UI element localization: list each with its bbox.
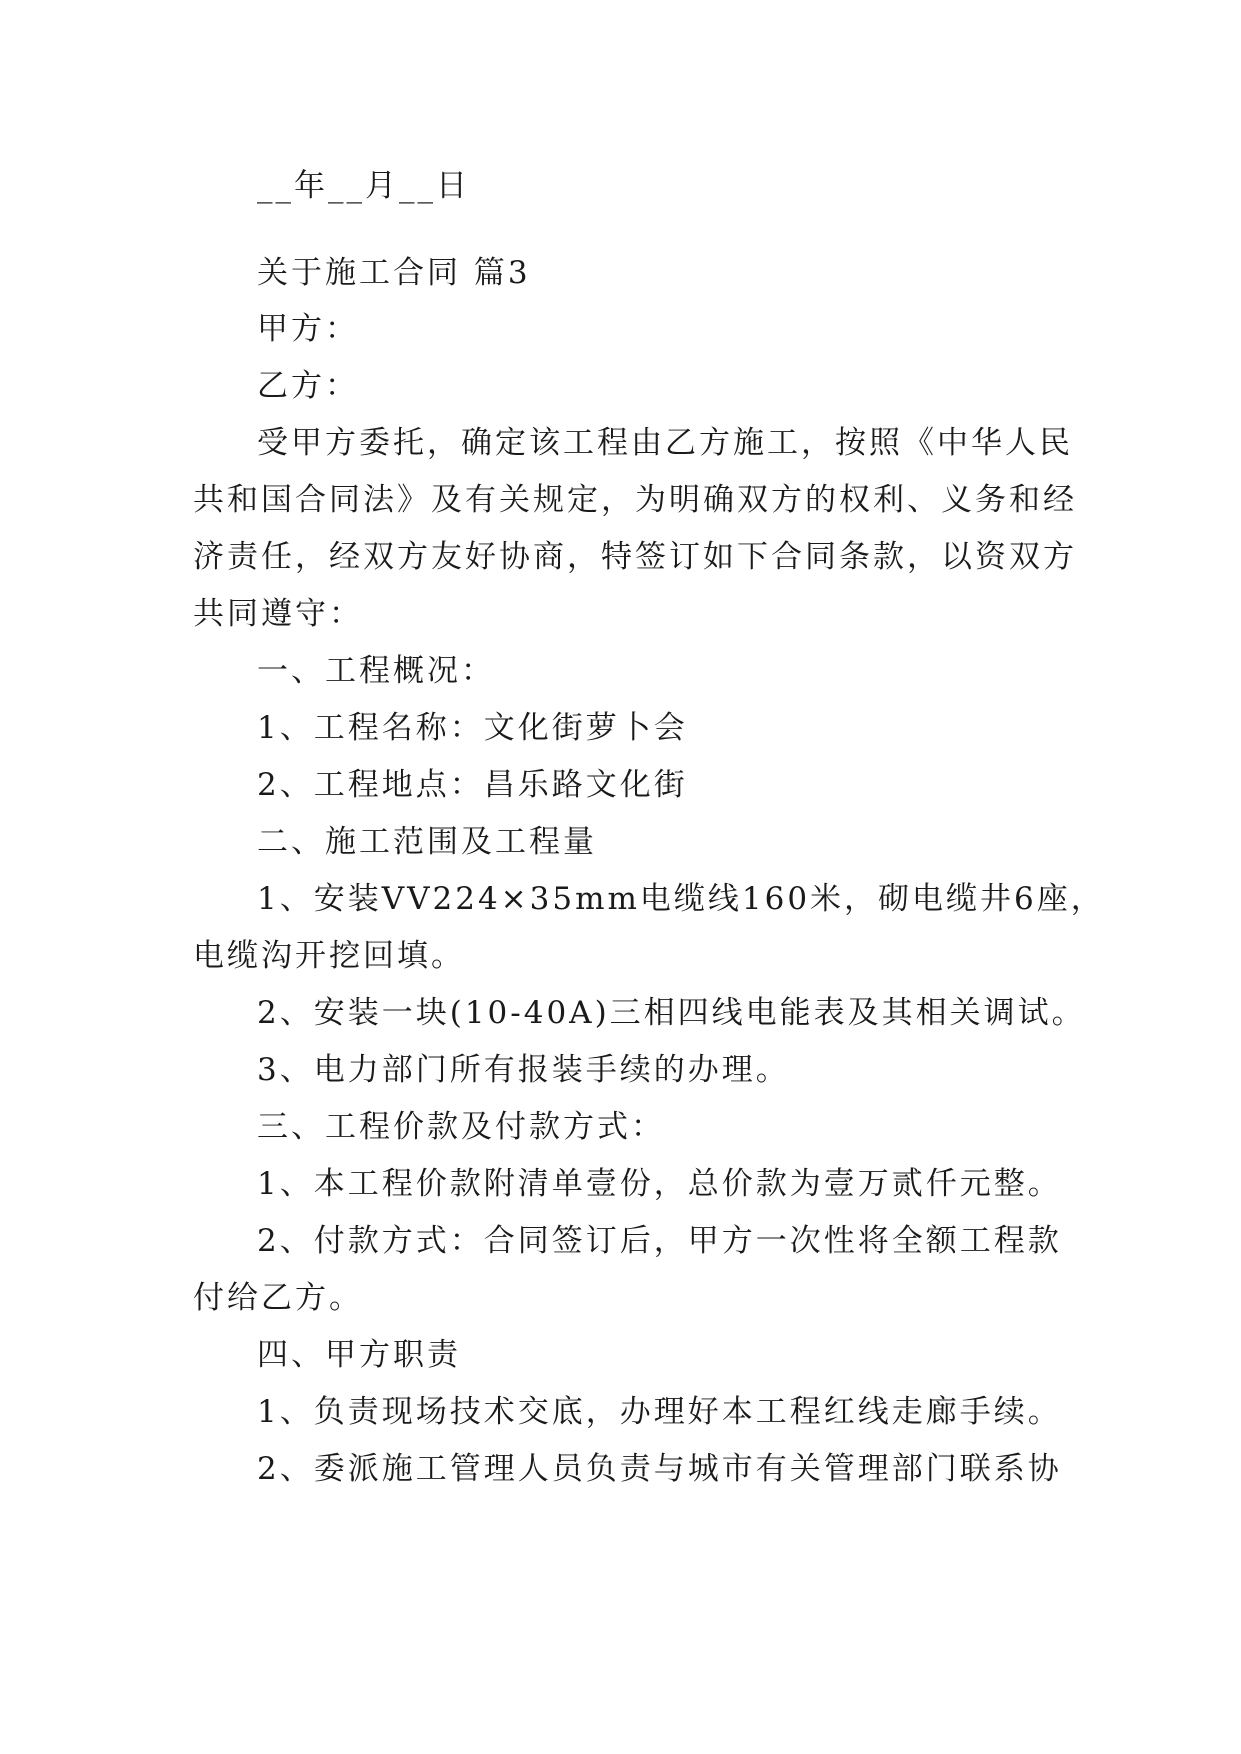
section-2-item-1-cont: 电缆沟开挖回填。 [193,938,465,974]
section-2-heading: 二、施工范围及工程量 [257,824,597,860]
section-4-item-1: 1、负责现场技术交底，办理好本工程红线走廊手续。 [257,1394,1062,1430]
section-2-item-2: 2、安装一块(10-40A)三相四线电能表及其相关调试。 [257,995,1086,1031]
contract-title: 关于施工合同 篇3 [257,255,531,291]
section-3-item-2: 2、付款方式：合同签订后，甲方一次性将全额工程款 [257,1223,1062,1259]
party-a-line: 甲方： [257,311,359,347]
section-2-item-1: 1、安装VV224×35mm电缆线160米，砌电缆井6座， [257,881,1105,917]
section-4-heading: 四、甲方职责 [257,1337,461,1373]
preamble-line-1: 受甲方委托，确定该工程由乙方施工，按照《中华人民 [257,425,1073,461]
section-1-heading: 一、工程概况： [257,653,495,689]
section-3-item-1: 1、本工程价款附清单壹份，总价款为壹万贰仟元整。 [257,1166,1062,1202]
section-1-item-2: 2、工程地点：昌乐路文化街 [257,767,688,803]
preamble-line-4: 共同遵守： [193,596,363,632]
party-b-line: 乙方： [257,368,359,404]
section-3-heading: 三、工程价款及付款方式： [257,1109,665,1145]
preamble-line-3: 济责任，经双方友好协商，特签订如下合同条款，以资双方 [193,539,1077,575]
section-4-item-2: 2、委派施工管理人员负责与城市有关管理部门联系协 [257,1451,1062,1487]
section-1-item-1: 1、工程名称：文化街萝卜会 [257,710,688,746]
section-2-item-3: 3、电力部门所有报装手续的办理。 [257,1052,790,1088]
section-3-item-2-cont: 付给乙方。 [193,1280,363,1316]
preamble-line-2: 共和国合同法》及有关规定，为明确双方的权利、义务和经 [193,482,1077,518]
date-line: __年__月__日 [257,168,470,204]
